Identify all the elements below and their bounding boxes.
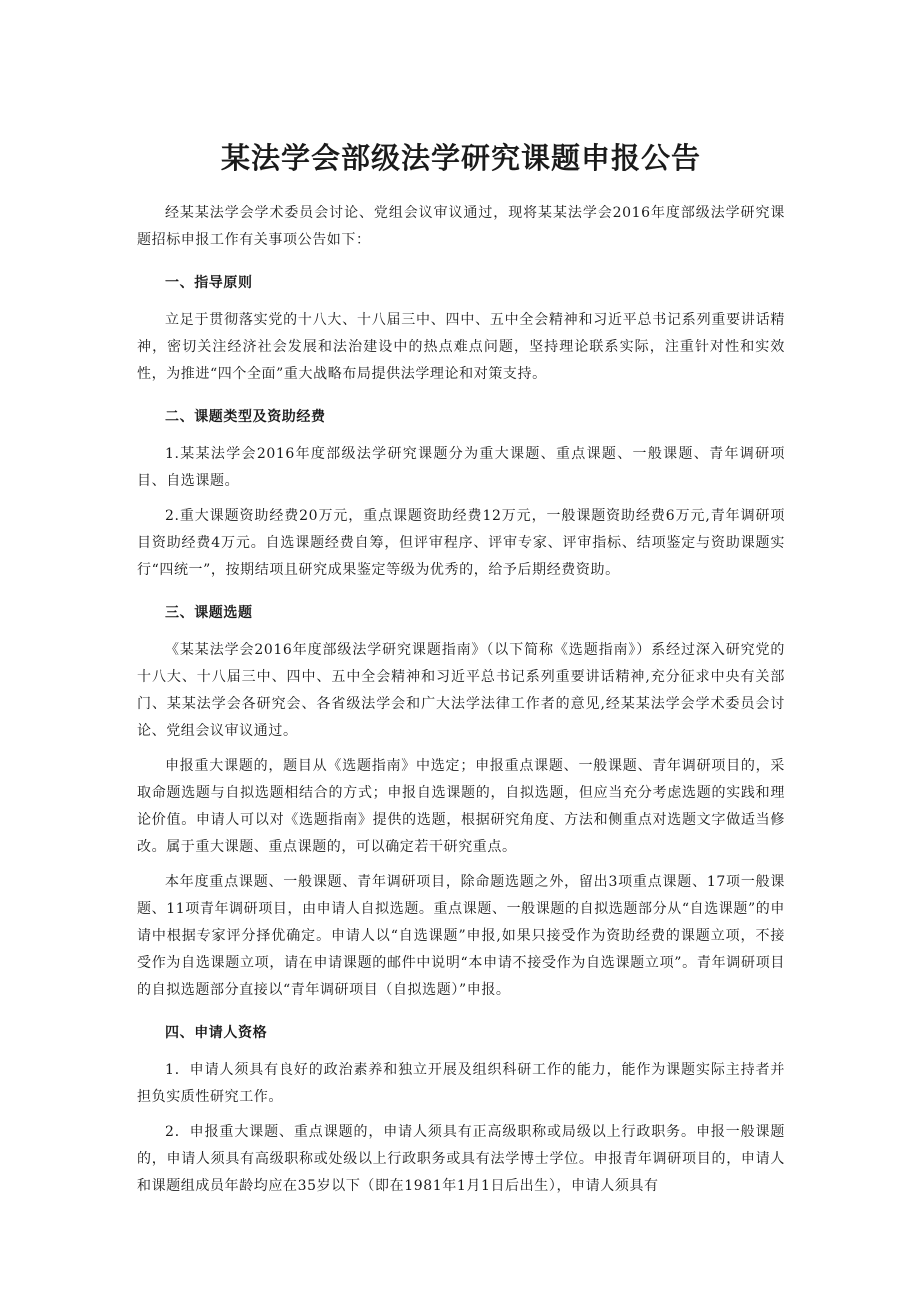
paragraph: 1.某某法学会2016年度部级法学研究课题分为重大课题、重点课题、一般课题、青年调研项目、自选课题。 [137,446,785,489]
section-heading: 二、课题类型及资助经费 [165,409,326,425]
paragraph: 《某某法学会2016年度部级法学研究课题指南》（以下简称《选题指南》）系经过深入研究党的十八大、十八届三中、四中、五中全会精神和习近平总书记系列重要讲话精神,充分征求中央有关部门、某某法学会各研究会、各省级法学会和广大法学法律工作者的意见,经某某法学会学术委员会讨论、党组会议审议通过。 [137,642,785,739]
paragraph: 本年度重点课题、一般课题、青年调研项目，除命题选题之外，留出3项重点课题、17项一般课题、11项青年调研项目，由申请人自拟选题。重点课题、一般课题的自拟选题部分从“自选课题”的申请中根据专家评分择优确定。申请人以“自选课题”申报,如果只接受作为资助经费的课题立项，不接受作为自选课题立项，请在申请课题的邮件中说明“本申请不接受作为自选课题立项”。青年调研项目的自拟选题部分直接以“青年调研项目（自拟选题）”申报。 [137,874,785,998]
paragraph: 1．申请人须具有良好的政治素养和独立开展及组织科研工作的能力，能作为课题实际主持者并担负实质性研究工作。 [137,1062,785,1105]
document-title: 某法学会部级法学研究课题申报公告 [220,141,701,175]
paragraph: 2.重大课题资助经费20万元，重点课题资助经费12万元，一般课题资助经费6万元,青年调研项目资助经费4万元。自选课题经费自筹，但评审程序、评审专家、评审指标、结项鉴定与资助课题实行“四统一”，按期结项且研究成果鉴定等级为优秀的，给予后期经费资助。 [137,508,785,578]
document-body [137,200,785,1200]
paragraph: 申报重大课题的，题目从《选题指南》中选定；申报重点课题、一般课题、青年调研项目的，采取命题选题与自拟选题相结合的方式；申报自选课题的，自拟选题，但应当充分考虑选题的实践和理论价值。申请人可以对《选题指南》提供的选题，根据研究角度、方法和侧重点对选题文字做适当修改。属于重大课题、重点课题的，可以确定若干研究重点。 [137,758,785,855]
intro-paragraph: 经某某法学会学术委员会讨论、党组会议审议通过，现将某某法学会2016年度部级法学研究课题招标申报工作有关事项公告如下： [137,205,785,248]
section-heading: 三、课题选题 [165,605,253,621]
paragraph: 2．申报重大课题、重点课题的，申请人须具有正高级职称或局级以上行政职务。申报一般课题的，申请人须具有高级职称或处级以上行政职务或具有法学博士学位。申报青年调研项目的，申请人和课题组成员年龄均应在35岁以下（即在1981年1月1日后出生），申请人须具有 [137,1124,785,1194]
section-heading: 四、申请人资格 [165,1025,268,1041]
paragraph: 立足于贯彻落实党的十八大、十八届三中、四中、五中全会精神和习近平总书记系列重要讲话精神，密切关注经济社会发展和法治建设中的热点难点问题，坚持理论联系实际，注重针对性和实效性，为推进“四个全面”重大战略布局提供法学理论和对策支持。 [137,312,785,382]
section-heading: 一、指导原则 [165,275,253,291]
section-topic-selection [137,600,785,1004]
section-applicant-qualifications [137,1020,785,1200]
section-project-types-funding [137,404,785,584]
section-guiding-principles [137,270,785,388]
